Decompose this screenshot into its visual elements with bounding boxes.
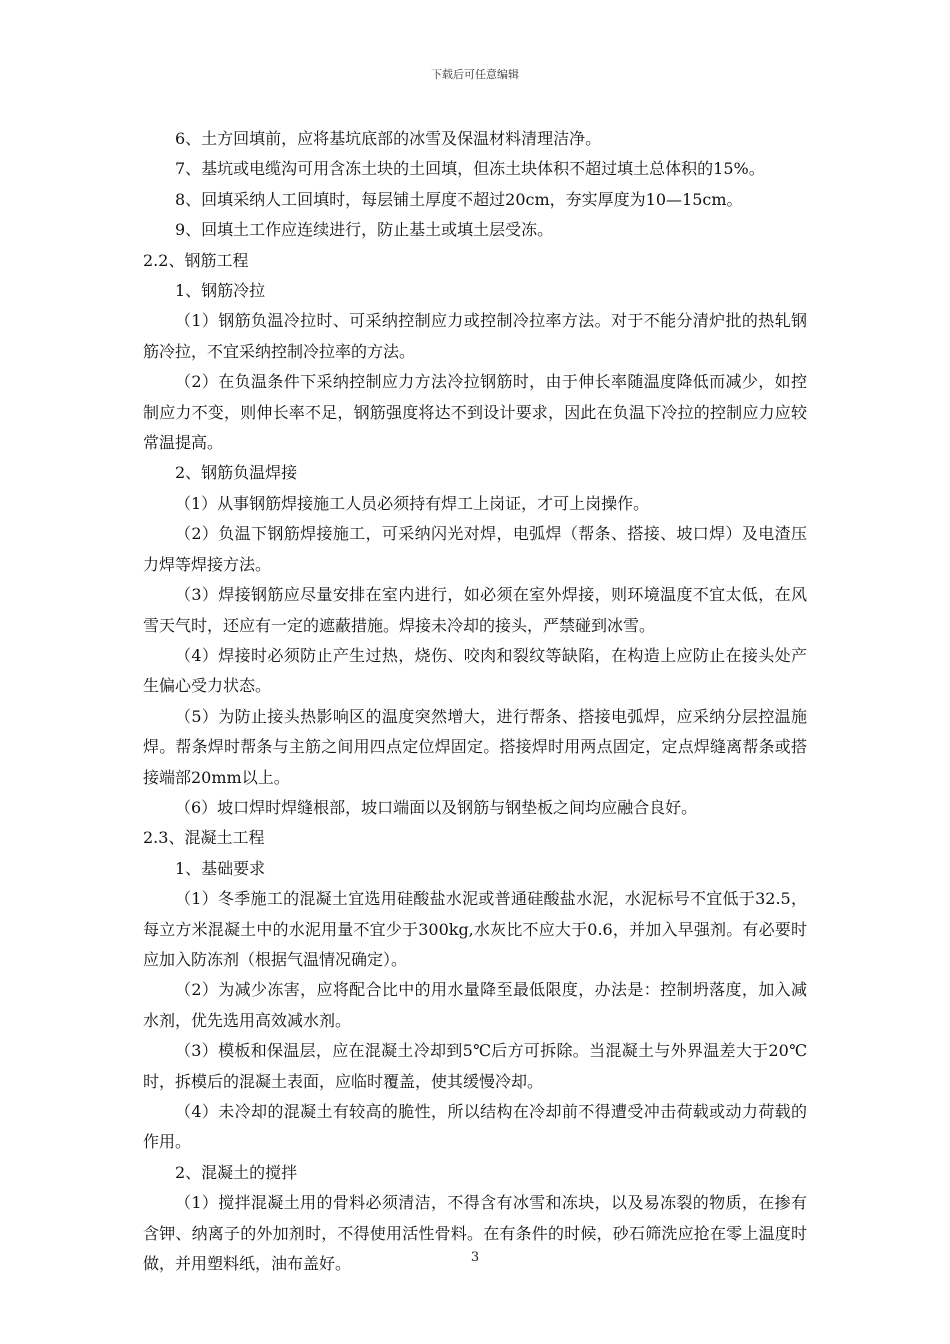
document-body xyxy=(143,124,807,1279)
body-paragraph: （1）搅拌混凝土用的骨料必须清洁，不得含有冰雪和冻块，以及易冻裂的物质，在掺有含钾、纳离子的外加剂时，不得使用活性骨料。在有条件的时候，砂石筛洗应抢在零上温度时做，并用塑料纸，油布盖好。 xyxy=(143,1193,807,1274)
body-paragraph: 9、回填土工作应连续进行，防止基土或填土层受冻。 xyxy=(175,220,554,240)
page-number: 3 xyxy=(470,1250,480,1265)
body-paragraph: 6、土方回填前，应将基坑底部的冰雪及保温材料清理洁净。 xyxy=(175,129,602,148)
section-heading: 2.3、混凝土工程 xyxy=(143,828,265,848)
body-paragraph: （4）焊接时必须防止产生过热，烧伤、咬肉和裂纹等缺陷，在构造上应防止在接头处产生偏心受力状态。 xyxy=(143,645,807,696)
body-paragraph: 2、钢筋负温焊接 xyxy=(175,463,298,483)
body-paragraph: （1）冬季施工的混凝土宜选用硅酸盐水泥或普通硅酸盐水泥，水泥标号不宜低于32.5，每立方米混凝土中的水泥用量不宜少于300kg,水灰比不应大于0.6，并加入早强剂。有必要时应加入防冻剂（根据气温情况确定）。 xyxy=(143,889,807,969)
body-paragraph: （1）钢筋负温冷拉时、可采纳控制应力或控制冷拉率方法。对于不能分清炉批的热轧钢筋冷拉，不宜采纳控制冷拉率的方法。 xyxy=(143,311,807,361)
body-paragraph: 8、回填采纳人工回填时，每层铺土厚度不超过20cm，夯实厚度为10—15cm。 xyxy=(175,189,743,209)
body-paragraph: 7、基坑或电缆沟可用含冻土块的土回填，但冻土块体积不超过填土总体积的15%。 xyxy=(175,159,765,179)
body-paragraph: 2、混凝土的搅拌 xyxy=(175,1162,298,1182)
body-paragraph: 1、钢筋冷拉 xyxy=(175,281,266,301)
body-paragraph: （2）为减少冻害，应将配合比中的用水量降至最低限度，办法是：控制坍落度，加入减水剂，优先选用高效减水剂。 xyxy=(143,980,807,1030)
body-paragraph: （3）焊接钢筋应尽量安排在室内进行，如必须在室外焊接，则环境温度不宜太低，在风雪天气时，还应有一定的遮蔽措施。焊接未冷却的接头，严禁碰到冰雪。 xyxy=(143,585,807,635)
body-paragraph: （2）负温下钢筋焊接施工，可采纳闪光对焊，电弧焊（帮条、搭接、坡口焊）及电渣压力焊等焊接方法。 xyxy=(143,524,807,574)
body-paragraph: （6）坡口焊时焊缝根部，坡口端面以及钢筋与钢垫板之间均应融合良好。 xyxy=(175,797,698,817)
body-paragraph: 1、基础要求 xyxy=(175,858,266,878)
section-heading: 2.2、钢筋工程 xyxy=(143,250,249,270)
body-paragraph: （2）在负温条件下采纳控制应力方法冷拉钢筋时，由于伸长率随温度降低而减少，如控制应力不变，则伸长率不足，钢筋强度将达不到设计要求，因此在负温下冷拉的控制应力应较常温提高。 xyxy=(143,372,807,453)
body-paragraph: （3）模板和保温层，应在混凝土冷却到5℃后方可拆除。当混凝土与外界温差大于20℃时，拆模后的混凝土表面，应临时覆盖，使其缓慢冷却。 xyxy=(143,1041,807,1091)
body-paragraph: （4）未冷却的混凝土有较高的脆性，所以结构在冷却前不得遭受冲击荷载或动力荷载的作用。 xyxy=(143,1102,807,1152)
body-paragraph: （5）为防止接头热影响区的温度突然增大，进行帮条、搭接电弧焊，应采纳分层控温施焊。帮条焊时帮条与主筋之间用四点定位焊固定。搭接焊时用两点固定，定点焊缝离帮条或搭接端部20mm以上。 xyxy=(143,706,807,787)
body-paragraph: （1）从事钢筋焊接施工人员必须持有焊工上岗证，才可上岗操作。 xyxy=(175,493,650,513)
page-header: 下载后可任意编辑 xyxy=(431,68,519,81)
